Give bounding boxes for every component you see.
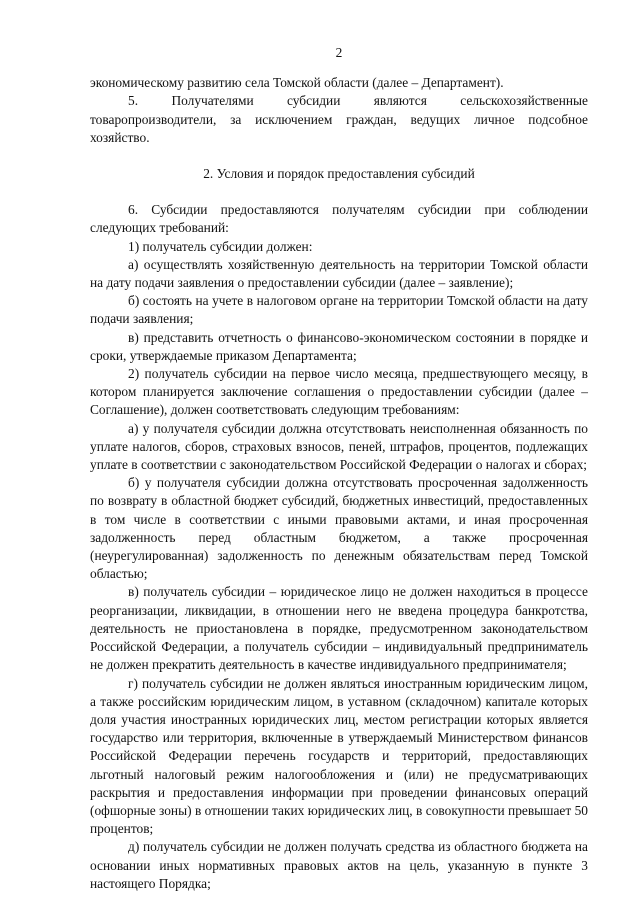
paragraph: 1) получатель субсидии должен: (128, 238, 313, 254)
paragraph: 6. Субсидии предоставляются получателям субсидии при соблюдении следующих требований: (90, 202, 588, 236)
page-number: 2 (335, 45, 343, 60)
paragraph: г) получатель субсидии не должен являться иностранным юридическим лицом, а также российским юридическим лицом, в уставном (складочном) капитале которых доля участия иностранных юридических лиц, местом регистрации которых является государство или территория, включенные в утверждаемый Министерством финансов Российской Федерации перечень государств и территорий, предоставляющих льготный налоговый режим налогообложения и (или) не предусматривающих раскрытия и предоставления информации при проведении финансовых операций (офшорные зоны) в отношении таких юридических лиц, в совокупности превышает 50 процентов; (90, 675, 588, 837)
paragraph: в) представить отчетность о финансово-экономическом состоянии в порядке и сроки, утверждаемые приказом Департамента; (90, 329, 588, 363)
paragraph: д) получатель субсидии не должен получать средства из областного бюджета на основании иных нормативных правовых актов на цель, указанную в пункте 3 настоящего Порядка; (90, 839, 588, 891)
paragraph: б) у получателя субсидии должна отсутствовать просроченная задолженность по возврату в областной бюджет субсидий, бюджетных инвестиций, предоставленных в том числе в соответствии с иными правовыми актами, и иная просроченная задолженность перед областным бюджетом, а также просроченная (неурегулированная) задолженность по денежным обязательствам перед Томской областью; (90, 475, 588, 582)
paragraph: а) осуществлять хозяйственную деятельность на территории Томской области на дату подачи заявления о предоставлении субсидии (далее – заявление); (90, 256, 588, 291)
paragraph: 5. Получателями субсидии являются сельскохозяйственные товаропроизводители, за исключением граждан, ведущих личное подсобное хозяйство. (90, 93, 588, 145)
paragraphs-after (90, 201, 588, 893)
paragraph: в) получатель субсидии – юридическое лицо не должен находиться в процессе реорганизации, ликвидации, в отношении него не введена процедура банкротства, деятельность не приостановлена в порядке, предусмотренном законодательством Российской Федерации, а получатель субсидии – индивидуальный предприниматель не должен прекратить деятельность в качестве индивидуального предпринимателя; (90, 584, 588, 673)
paragraph: а) у получателя субсидии должна отсутствовать неисполненная обязанность по уплате налогов, сборов, страховых взносов, пеней, штрафов, процентов, подлежащих уплате в соответствии с законодательством Российской Федерации о налогах и сборах; (90, 420, 588, 473)
paragraph: экономическому развитию села Томской области (далее – Департамент). (90, 75, 504, 91)
paragraphs-before (90, 74, 588, 147)
paragraph: 2) получатель субсидии на первое число месяца, предшествующего месяцу, в котором планируется заключение соглашения о предоставлении субсидии (далее – Соглашение), должен соответствовать следующим требованиям: (90, 366, 588, 418)
section-heading: 2. Условия и порядок предоставления субсидий (203, 166, 475, 182)
paragraph: б) состоять на учете в налоговом органе на территории Томской области на дату подачи заявления; (90, 293, 588, 327)
